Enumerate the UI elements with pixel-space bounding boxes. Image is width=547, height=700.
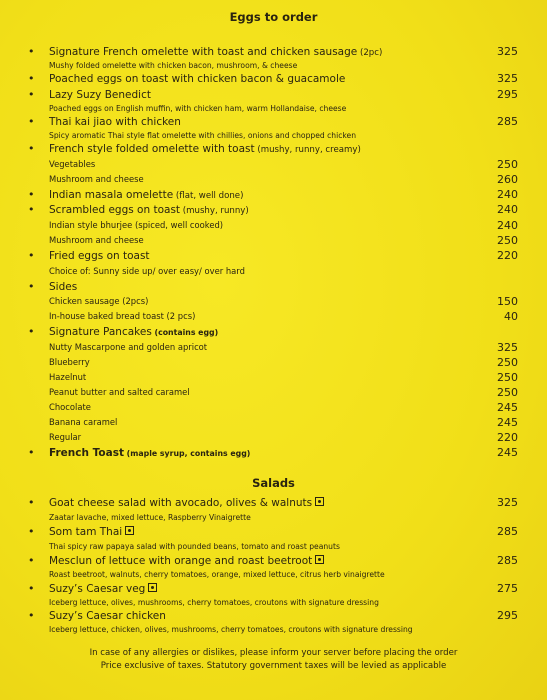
allergy-notice: In case of any allergies or dislikes, please inform your server before placing the order — [89, 648, 458, 658]
item-name: Thai kai jiao with chicken — [49, 116, 181, 128]
item-price: 245 — [497, 446, 518, 459]
bullet: • — [28, 88, 35, 101]
item-name: French Toast (maple syrup, contains egg) — [49, 447, 251, 459]
variant-name: Blueberry — [49, 357, 90, 367]
variant-name: Hazelnut — [49, 372, 87, 382]
item-price: 295 — [497, 88, 518, 101]
section-title-salads: Salads — [252, 476, 295, 490]
item-price: 245 — [497, 401, 518, 414]
bullet: • — [28, 446, 35, 459]
item-name: French style folded omelette with toast (mushy, runny, creamy) — [49, 143, 361, 155]
item-price: 150 — [497, 295, 518, 308]
bullet: • — [28, 203, 35, 216]
item-price: 250 — [497, 158, 518, 171]
variant-name: Nutty Mascarpone and golden apricot — [49, 342, 208, 352]
variant-name: Regular — [49, 432, 82, 442]
item-description: Spicy aromatic Thai style flat omelette with chillies, onions and chopped chicken — [49, 131, 357, 140]
variant-name: Mushroom and cheese — [49, 174, 144, 184]
item-name: Indian masala omelette (flat, well done) — [49, 189, 244, 201]
variant-name: Vegetables — [49, 159, 96, 169]
veg-icon — [315, 555, 324, 564]
item-name: Som tam Thai — [49, 525, 134, 539]
item-price: 250 — [497, 371, 518, 384]
bullet: • — [28, 72, 35, 85]
item-name: Scrambled eggs on toast (mushy, runny) — [49, 204, 249, 216]
item-price: 325 — [497, 341, 518, 354]
item-description: Poached eggs on English muffin, with chicken ham, warm Hollandaise, cheese — [49, 104, 347, 113]
bullet: • — [28, 554, 35, 567]
variant-name: Chicken sausage (2pcs) — [49, 296, 149, 306]
item-price: 250 — [497, 234, 518, 247]
item-description: Iceberg lettuce, chicken, olives, mushrooms, cherry tomatoes, croutons with signature dressing — [49, 625, 413, 634]
item-name: Sides — [49, 281, 78, 293]
bullet: • — [28, 582, 35, 595]
item-price: 250 — [497, 356, 518, 369]
item-price: 285 — [497, 554, 518, 567]
bullet: • — [28, 609, 35, 622]
item-price: 240 — [497, 203, 518, 216]
bullet: • — [28, 188, 35, 201]
section-title-eggs: Eggs to order — [229, 10, 318, 24]
item-description: Zaatar lavache, mixed lettuce, Raspberry Vinaigrette — [49, 513, 251, 522]
item-price: 285 — [497, 115, 518, 128]
item-name: Suzy’s Caesar chicken — [49, 610, 166, 622]
item-name: Lazy Suzy Benedict — [49, 89, 151, 101]
item-price: 325 — [497, 72, 518, 85]
bullet: • — [28, 115, 35, 128]
item-price: 245 — [497, 416, 518, 429]
bullet: • — [28, 45, 35, 58]
bullet: • — [28, 249, 35, 262]
variant-name: Mushroom and cheese — [49, 235, 144, 245]
item-description: Iceberg lettuce, olives, mushrooms, cherry tomatoes, croutons with signature dressing — [49, 598, 379, 607]
veg-icon — [125, 526, 134, 535]
variant-name: Indian style bhurjee (spiced, well cooked) — [49, 220, 224, 230]
item-name: Signature Pancakes (contains egg) — [49, 326, 219, 338]
item-price: 240 — [497, 188, 518, 201]
item-price: 240 — [497, 219, 518, 232]
variant-name: Peanut butter and salted caramel — [49, 387, 190, 397]
item-name: Suzy’s Caesar veg — [49, 582, 157, 596]
item-description: Roast beetroot, walnuts, cherry tomatoes, orange, mixed lettuce, citrus herb vinaigrette — [49, 570, 385, 579]
item-price: 285 — [497, 525, 518, 538]
variant-name: Banana caramel — [49, 417, 118, 427]
item-price: 325 — [497, 496, 518, 509]
item-price: 220 — [497, 431, 518, 444]
veg-icon — [315, 497, 324, 506]
bullet: • — [28, 525, 35, 538]
item-price: 325 — [497, 45, 518, 58]
item-description: Choice of: Sunny side up/ over easy/ over hard — [49, 266, 245, 276]
item-price: 40 — [504, 310, 518, 323]
item-price: 220 — [497, 249, 518, 262]
item-name: Signature French omelette with toast and chicken sausage (2pc) — [49, 46, 383, 58]
bullet: • — [28, 142, 35, 155]
bullet: • — [28, 325, 35, 338]
bullet: • — [28, 280, 35, 293]
veg-icon — [148, 583, 157, 592]
item-name: Poached eggs on toast with chicken bacon & guacamole — [49, 73, 346, 85]
item-name: Fried eggs on toast — [49, 250, 150, 262]
variant-name: Chocolate — [49, 402, 91, 412]
item-name: Mesclun of lettuce with orange and roast beetroot — [49, 554, 324, 568]
item-description: Thai spicy raw papaya salad with pounded beans, tomato and roast peanuts — [49, 542, 340, 551]
item-description: Mushy folded omelette with chicken bacon, mushroom, & cheese — [49, 61, 298, 70]
item-name: Goat cheese salad with avocado, olives & walnuts — [49, 496, 324, 510]
item-price: 275 — [497, 582, 518, 595]
item-price: 260 — [497, 173, 518, 186]
item-price: 295 — [497, 609, 518, 622]
variant-name: In-house baked bread toast (2 pcs) — [49, 311, 196, 321]
item-price: 250 — [497, 386, 518, 399]
tax-notice: Price exclusive of taxes. Statutory government taxes will be levied as applicable — [100, 661, 447, 671]
bullet: • — [28, 496, 35, 509]
